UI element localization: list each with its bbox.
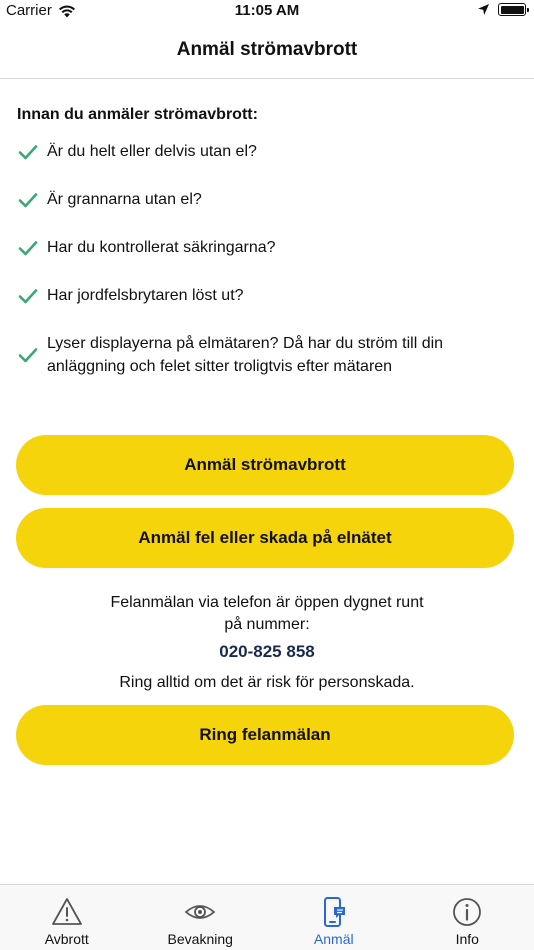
tab-bevakning[interactable] — [134, 885, 268, 950]
checkmark-icon — [17, 142, 39, 162]
tab-bar — [0, 884, 534, 950]
tab-label: Avbrott — [44, 931, 89, 947]
checklist-text: Är grannarna utan el? — [47, 191, 202, 208]
report-fault-button[interactable]: Anmäl fel eller skada på elnätet — [16, 508, 514, 568]
checklist-item — [17, 236, 517, 259]
checklist-text: Är du helt eller delvis utan el? — [47, 143, 257, 160]
checklist-item — [17, 140, 517, 163]
checklist — [17, 140, 517, 403]
phone-info-line: på nummer: — [224, 616, 310, 633]
location-arrow-icon — [477, 3, 490, 16]
intro-heading: Innan du anmäler strömavbrott: — [17, 106, 258, 123]
tab-label: Info — [455, 931, 479, 947]
status-right — [477, 3, 526, 16]
tab-info[interactable] — [401, 885, 534, 950]
battery-icon — [498, 3, 526, 16]
tab-avbrott[interactable] — [0, 885, 134, 950]
phone-report-icon — [317, 895, 351, 929]
report-outage-button[interactable]: Anmäl strömavbrott — [16, 435, 514, 495]
status-time: 11:05 AM — [234, 2, 300, 19]
call-fault-button[interactable]: Ring felanmälan — [16, 705, 514, 765]
phone-number[interactable]: 020-825 858 — [219, 642, 315, 661]
checkmark-icon — [17, 238, 39, 258]
checklist-item — [17, 284, 517, 307]
checklist-text: Har jordfelsbrytaren löst ut? — [47, 287, 244, 304]
phone-info-line: Felanmälan via telefon är öppen dygnet runt — [110, 594, 424, 611]
checklist-item — [17, 188, 517, 211]
phone-info — [0, 592, 534, 636]
tab-anmal[interactable] — [267, 885, 401, 950]
tab-label: Bevakning — [167, 931, 233, 947]
tab-label: Anmäl — [313, 931, 354, 947]
checkmark-icon — [17, 190, 39, 210]
checkmark-icon — [17, 286, 39, 306]
checklist-item — [17, 332, 517, 378]
checklist-text: Lyser displayerna på elmätaren? Då har du ström till din anläggning och felet sitter troligtvis efter mätaren — [47, 335, 444, 375]
page-title: Anmäl strömavbrott — [176, 39, 358, 60]
eye-icon — [183, 895, 217, 929]
risk-note: Ring alltid om det är risk för personskada. — [119, 674, 415, 691]
status-bar — [0, 0, 534, 22]
info-icon — [450, 895, 484, 929]
checkmark-icon — [17, 345, 39, 365]
checklist-text: Har du kontrollerat säkringarna? — [47, 239, 276, 256]
navigation-bar — [0, 22, 534, 79]
carrier-label: Carrier — [6, 2, 52, 19]
warning-triangle-icon — [50, 895, 84, 929]
